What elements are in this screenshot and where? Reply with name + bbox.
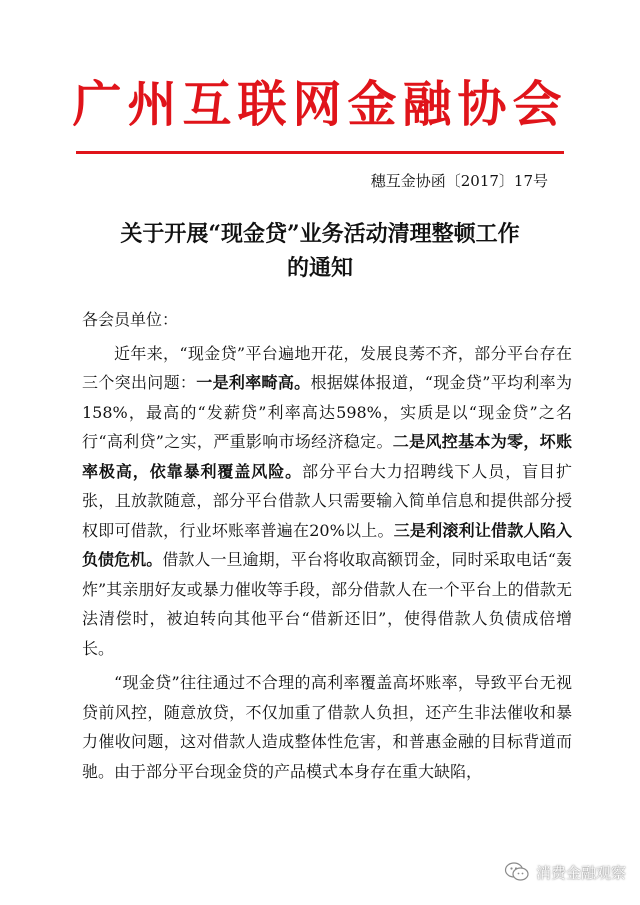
document-number: 穗互金协函〔2017〕17号 [370, 172, 548, 190]
paragraph-2: “现金贷”往往通过不合理的高利率覆盖高坏账率，导致平台无视贷前风控，随意放贷，不仅加重了借款人负担，还产生非法催收和暴力催收问题，这对借款人造成整体性危害，和普惠金融的目标背道而驰。由于部分平台现金贷的产品模式本身存在重大缺陷， [82, 673, 572, 781]
watermark-label: 消费金融观察 [535, 863, 626, 882]
letterhead: 广州互联网金融协会 [72, 75, 568, 133]
red-divider-line [76, 151, 564, 154]
wechat-icon [504, 861, 530, 883]
paragraph-1-text-b: 根据媒体报道，“现金贷”平均利率为158%，最高的“发薪贷”利率高达598%，实质是以“现金贷”之名行“高利贷”之实，严重影响市场经济稳定。 [82, 373, 572, 451]
paragraph-1-text-d: 借款人一旦逾期，平台将收取高额罚金，同时采取电话“轰炸”其亲朋好友或暴力催收等手段，部分借款人在一个平台上的借款无法清偿时，被迫转向其他平台“借新还旧”，使得借款人负债成倍增长。 [82, 550, 572, 658]
title-line-1: 关于开展“现金贷”业务活动清理整顿工作 [120, 221, 520, 247]
paragraph-1-bold-3: 三是利滚利让借款人陷入负债危机。 [82, 520, 572, 569]
paragraph-1-text-a: 近年来，“现金贷”平台遍地开花，发展良莠不齐，部分平台存在三个突出问题： [82, 343, 572, 392]
title-line-2: 的通知 [286, 255, 353, 281]
paragraph-1-bold-2: 二是风控基本为零，坏账率极高，依靠暴利覆盖风险。 [82, 432, 572, 481]
document-title [0, 217, 640, 285]
salutation: 各会员单位： [82, 310, 179, 329]
paragraph-1-bold-1: 一是利率畸高。 [196, 373, 311, 392]
paragraph-1-text-c: 部分平台大力招聘线下人员，盲目扩张，且放款随意，部分平台借款人只需要输入简单信息和提供部分授权即可借款，行业坏账率普遍在20%以上。 [82, 461, 572, 540]
document-body [82, 305, 572, 786]
paragraph-1 [82, 339, 572, 664]
watermark [504, 861, 626, 883]
